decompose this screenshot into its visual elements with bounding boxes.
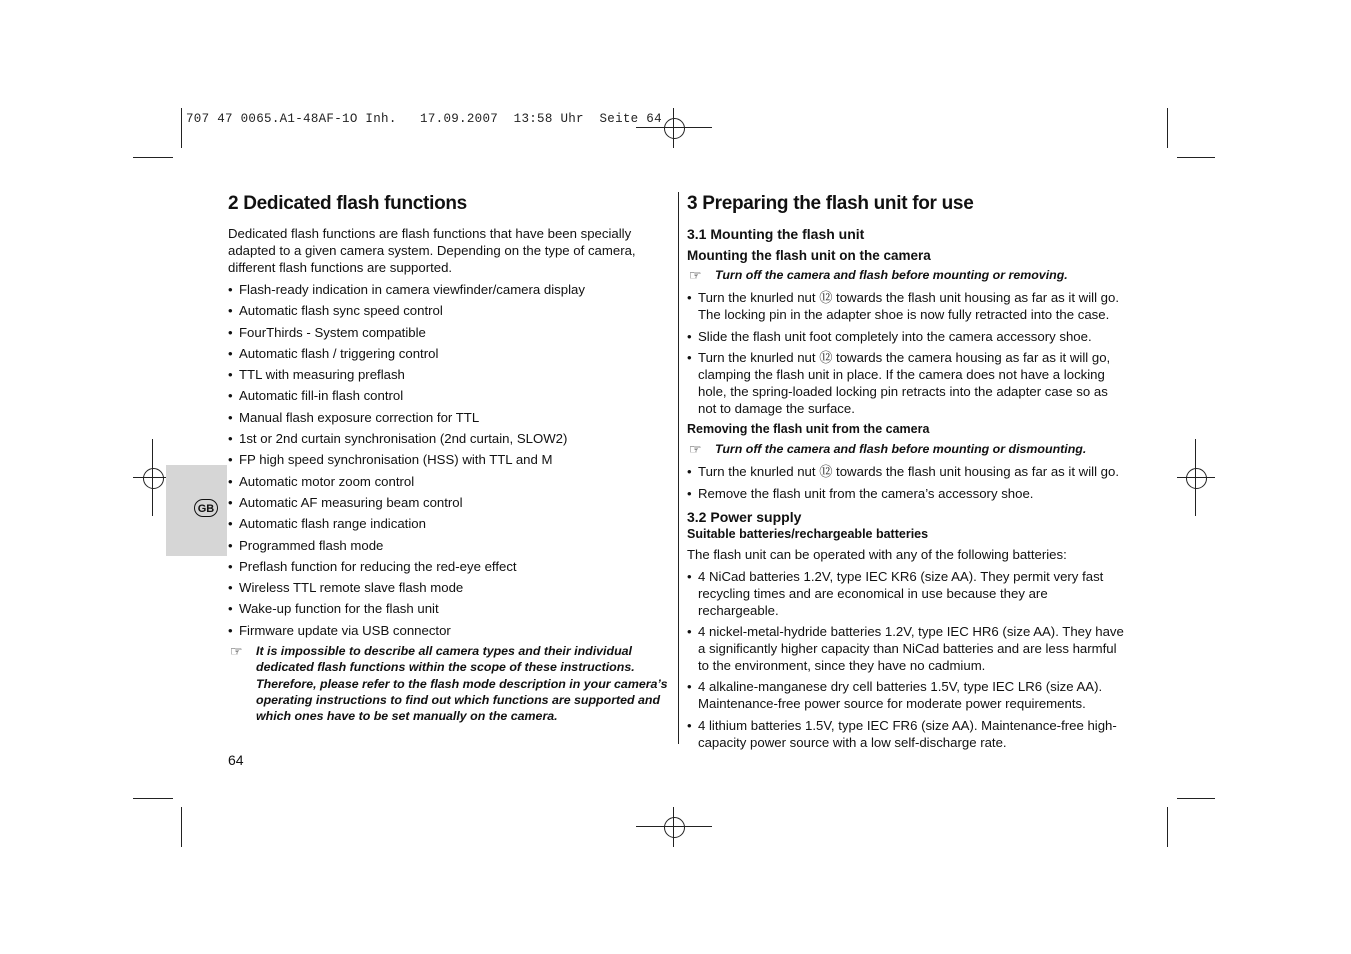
camera-types-note: [228, 643, 670, 724]
list-item: • Wireless TTL remote slave flash mode: [228, 579, 670, 596]
pointing-hand-icon: ☞: [230, 643, 243, 660]
list-item: • Wake-up function for the flash unit: [228, 600, 670, 617]
crop-mark-bottom-right-h: [1177, 798, 1215, 799]
list-item: • 4 nickel-metal-hydride batteries 1.2V, type IEC HR6 (size AA). They have a significantly higher capacity than NiCad batteries and are less harmful to the environment, since they have no cadmium.: [687, 623, 1127, 674]
pointing-hand-icon: ☞: [689, 267, 702, 283]
list-item: • Flash-ready indication in camera viewfinder/camera display: [228, 281, 670, 298]
removing-steps-list: [687, 463, 1127, 501]
list-item: • Automatic flash sync speed control: [228, 302, 670, 319]
batteries-intro: The flash unit can be operated with any of the following batteries:: [687, 546, 1067, 562]
list-item: • Remove the flash unit from the camera’s accessory shoe.: [687, 485, 1127, 502]
left-column: [228, 192, 670, 731]
note-text: It is impossible to describe all camera types and their individual dedicated flash functions within the scope of these instructions. Therefore, please refer to the flash mode description in your camera’s operating instructions to find out which functions are supported and which ones have to be set manually on the camera.: [256, 644, 668, 724]
list-item: • FP high speed synchronisation (HSS) with TTL and M: [228, 451, 670, 468]
list-item: • Manual flash exposure correction for TTL: [228, 409, 670, 426]
section-2-intro: Dedicated flash functions are flash functions that have been specially adapted to a given camera system. Depending on the type of camera, different flash functions are supported.: [228, 226, 636, 275]
print-slug-header: 707 47 0065.A1-48AF-1O Inh. 17.09.2007 13:58 Uhr Seite 64: [186, 112, 662, 126]
list-item: • Slide the flash unit foot completely into the camera accessory shoe.: [687, 328, 1127, 345]
list-item: • Firmware update via USB connector: [228, 622, 670, 639]
removing-title: Removing the flash unit from the camera: [687, 422, 930, 437]
list-item: • 4 lithium batteries 1.5V, type IEC FR6 (size AA). Maintenance-free high-capacity power source with a low self-discharge rate.: [687, 717, 1127, 751]
crop-mark-top-right-h: [1177, 157, 1215, 158]
list-item: • Turn the knurled nut ⑫ towards the flash unit housing as far as it will go.: [687, 463, 1127, 480]
crop-mark-bottom-left-h: [133, 798, 173, 799]
crop-mark-top-left-v: [181, 108, 182, 148]
mounting-note: [687, 267, 1127, 283]
list-item: • Automatic flash / triggering control: [228, 345, 670, 362]
list-item: • 4 alkaline-manganese dry cell batteries 1.5V, type IEC LR6 (size AA). Maintenance-free power source for moderate power requirements.: [687, 678, 1127, 712]
list-item: • Turn the knurled nut ⑫ towards the camera housing as far as it will go, clamping the flash unit in place. If the camera does not have a locking hole, the spring-loaded locking pin retracts into the adapter case so as not to damage the surface.: [687, 349, 1127, 417]
batteries-list: [687, 568, 1127, 751]
list-item: • 4 NiCad batteries 1.2V, type IEC KR6 (size AA). They permit very fast recycling times and are economical in use because they are rechargeable.: [687, 568, 1127, 619]
list-item: • Automatic AF measuring beam control: [228, 494, 670, 511]
removing-note: [687, 441, 1127, 457]
page-number: 64: [228, 752, 244, 768]
note-text: Turn off the camera and flash before mounting or dismounting.: [715, 442, 1087, 457]
batteries-title: Suitable batteries/rechargeable batteries: [687, 526, 929, 541]
list-item: • 1st or 2nd curtain synchronisation (2nd curtain, SLOW2): [228, 430, 670, 447]
list-item: • Automatic motor zoom control: [228, 473, 670, 490]
language-badge: GB: [194, 499, 218, 517]
list-item: • Automatic fill-in flash control: [228, 387, 670, 404]
column-divider: [678, 192, 679, 744]
section-3-title: 3 Preparing the flash unit for use: [687, 193, 974, 214]
list-item: • TTL with measuring preflash: [228, 366, 670, 383]
list-item: • Preflash function for reducing the red-eye effect: [228, 558, 670, 575]
list-item: • FourThirds - System compatible: [228, 324, 670, 341]
right-column: [687, 192, 1127, 755]
flash-functions-list: [228, 281, 670, 639]
list-item: • Automatic flash range indication: [228, 515, 670, 532]
list-item: • Turn the knurled nut ⑫ towards the flash unit housing as far as it will go. The locking pin in the adapter shoe is now fully retracted into the case.: [687, 289, 1127, 323]
mounting-steps-list: [687, 289, 1127, 417]
section-3-1-title: 3.1 Mounting the flash unit: [687, 226, 865, 242]
list-item: • Programmed flash mode: [228, 537, 670, 554]
mounting-title: Mounting the flash unit on the camera: [687, 248, 931, 263]
crop-mark-bottom-right-v: [1167, 807, 1168, 847]
section-3-2-title: 3.2 Power supply: [687, 508, 802, 525]
note-text: Turn off the camera and flash before mounting or removing.: [715, 268, 1068, 282]
section-2-title: 2 Dedicated flash functions: [228, 193, 467, 214]
crop-mark-top-left-h: [133, 157, 173, 158]
crop-mark-top-right-v: [1167, 108, 1168, 148]
pointing-hand-icon: ☞: [689, 441, 702, 458]
crop-mark-bottom-left-v: [181, 807, 182, 847]
